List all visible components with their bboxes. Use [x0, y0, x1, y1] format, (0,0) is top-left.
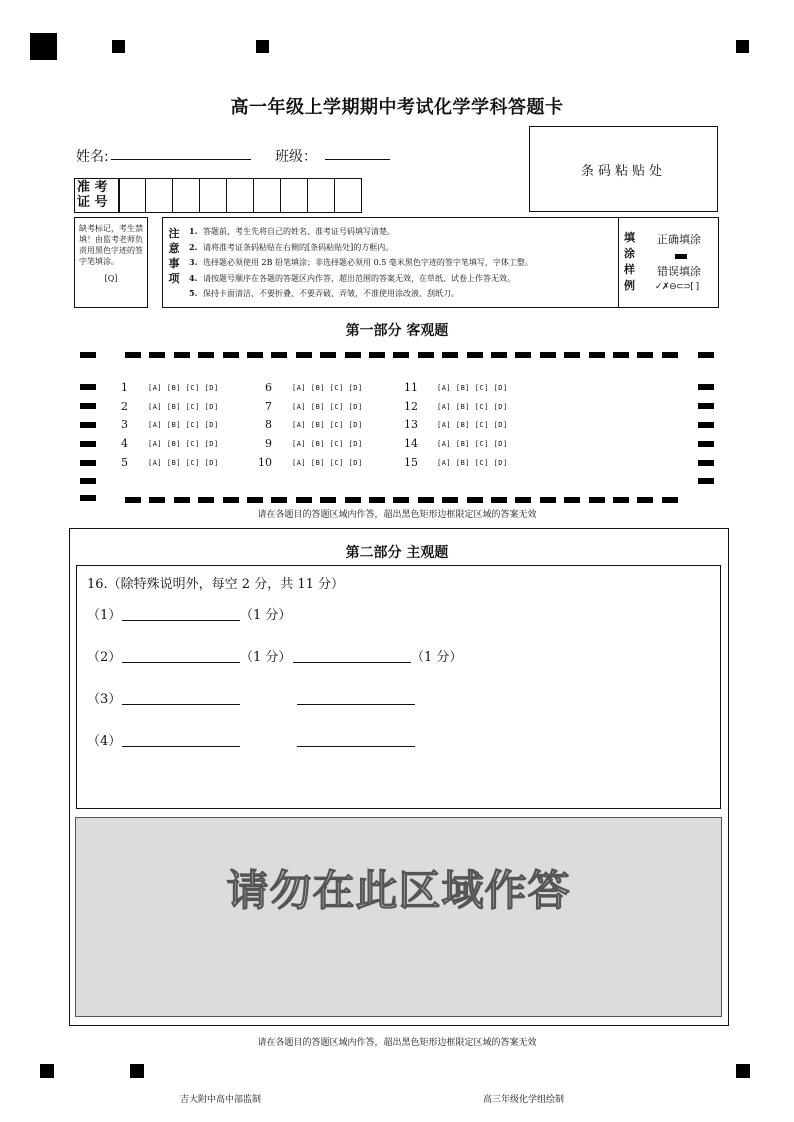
absent-box: [74, 217, 148, 308]
sub2-score-b: （1 分）: [411, 650, 463, 665]
timing-dash: [442, 352, 458, 358]
exam-number-cell[interactable]: [145, 178, 173, 213]
exam-number-cell[interactable]: [226, 178, 254, 213]
sub2-answer-line-a[interactable]: [122, 662, 240, 663]
warning-text-1: 请在各题目的答题区域内作答，超出黑色矩形边框限定区域的答案无效: [257, 510, 537, 520]
name-label: 姓名:: [76, 149, 109, 165]
part1-title: 第一部分 客观题: [345, 323, 449, 339]
timing-mark: [112, 40, 125, 53]
timing-dash: [613, 497, 629, 503]
timing-dash: [662, 352, 678, 358]
answer-options[interactable]: [A] [B] [C] [D]: [292, 384, 363, 392]
sub1-answer-line[interactable]: [122, 620, 240, 621]
sub2-label: （2）: [87, 650, 122, 665]
side-timing-mark: [698, 478, 714, 484]
timing-dash: [589, 497, 605, 503]
name-field[interactable]: [111, 159, 251, 160]
side-timing-mark: [698, 403, 714, 409]
question-16-box: [76, 565, 721, 809]
side-timing-mark: [698, 422, 714, 428]
note-item: [189, 255, 533, 271]
answer-options[interactable]: [A] [B] [C] [D]: [292, 459, 363, 467]
timing-dash: [271, 352, 287, 358]
timing-dash: [345, 497, 361, 503]
question-number: 10: [258, 456, 272, 469]
question-number: 5: [121, 456, 128, 469]
side-timing-mark: [80, 478, 96, 484]
question-number: 4: [121, 437, 128, 450]
timing-dash: [369, 497, 385, 503]
answer-options[interactable]: [A] [B] [C] [D]: [148, 440, 219, 448]
wrong-fill-label: 错误填涂: [657, 265, 701, 278]
note-num: 5.: [189, 288, 198, 298]
note-text: 选择题必须使用 2B 铅笔填涂；非选择题必须用 0.5 毫米黑色字迹的签字笔填写，字体工整。: [203, 258, 533, 267]
timing-dash: [637, 497, 653, 503]
timing-dash: [223, 352, 239, 358]
exam-number-cell[interactable]: [280, 178, 308, 213]
timing-dash: [589, 352, 605, 358]
question-number: 9: [265, 437, 272, 450]
answer-options[interactable]: [A] [B] [C] [D]: [148, 384, 219, 392]
side-timing-mark: [698, 460, 714, 466]
answer-options[interactable]: [A] [B] [C] [D]: [437, 440, 508, 448]
timing-dash: [393, 352, 409, 358]
correct-fill-mark: [675, 254, 687, 259]
timing-dash: [198, 497, 214, 503]
answer-options[interactable]: [A] [B] [C] [D]: [437, 384, 508, 392]
question-number: 15: [404, 456, 418, 469]
question-number: 13: [404, 418, 418, 431]
answer-options[interactable]: [A] [B] [C] [D]: [292, 403, 363, 411]
note-text: 请将准考证条码粘贴在右侧的[条码粘贴处]的方框内。: [203, 242, 394, 252]
correct-fill-label: 正确填涂: [657, 233, 701, 246]
timing-dash: [467, 352, 483, 358]
question-number: 14: [404, 437, 418, 450]
question-number: 8: [265, 418, 272, 431]
timing-dash: [125, 497, 141, 503]
sub3-answer-line-a[interactable]: [122, 704, 240, 705]
exam-number-cell[interactable]: [172, 178, 200, 213]
timing-dash: [662, 497, 678, 503]
timing-dash: [320, 497, 336, 503]
exam-number-cell[interactable]: [253, 178, 281, 213]
sub4-answer-line-b[interactable]: [297, 746, 415, 747]
timing-dash: [515, 352, 531, 358]
exam-number-label-line2: 证 号: [77, 195, 108, 210]
timing-dash: [491, 352, 507, 358]
timing-mark: [256, 40, 269, 53]
sub1-label: （1）: [87, 608, 122, 623]
note-num: 3.: [189, 257, 198, 267]
barcode-area: 条码粘贴处: [529, 126, 718, 212]
side-timing-mark: [80, 495, 96, 501]
timing-mark: [736, 40, 749, 53]
class-field[interactable]: [325, 159, 390, 160]
absent-text: 缺考标记，考生禁填！由监考老师负责用黑色字迹的签字笔填涂。: [79, 224, 143, 266]
timing-mark: [30, 33, 57, 60]
note-item: [189, 240, 533, 256]
sub1-score: （1 分）: [240, 608, 292, 623]
exam-number-cell[interactable]: [334, 178, 362, 213]
timing-dash: [320, 352, 336, 358]
timing-mark: [130, 1064, 144, 1078]
exam-number-label: [74, 178, 120, 213]
answer-options[interactable]: [A] [B] [C] [D]: [148, 403, 219, 411]
timing-dash: [149, 497, 165, 503]
sub3-label: （3）: [87, 692, 122, 707]
timing-dash: [564, 352, 580, 358]
question-number: 7: [265, 400, 272, 413]
timing-dash: [198, 352, 214, 358]
note-num: 1.: [189, 226, 198, 236]
timing-dash: [637, 352, 653, 358]
question-number: 12: [404, 400, 418, 413]
note-num: 4.: [189, 272, 198, 283]
timing-mark: [736, 1064, 750, 1078]
side-timing-mark: [80, 403, 96, 409]
no-answer-text: 请勿在此区域作答: [226, 866, 571, 915]
timing-dash: [515, 497, 531, 503]
side-timing-mark: [80, 460, 96, 466]
answer-options[interactable]: [A] [B] [C] [D]: [148, 459, 219, 467]
question-number: 2: [121, 400, 128, 413]
timing-dash: [613, 352, 629, 358]
question-number: 3: [121, 418, 128, 431]
timing-dash: [149, 352, 165, 358]
fill-sample-box: [618, 217, 719, 308]
note-item: [189, 224, 533, 240]
timing-dash: [223, 497, 239, 503]
no-answer-area: [75, 817, 722, 1017]
question-16-heading: 16.（除特殊说明外，每空 2 分，共 11 分）: [87, 577, 345, 592]
footer-left: 吉大附中高中部监制: [180, 1095, 262, 1105]
question-number: 6: [265, 381, 272, 394]
exam-number-label-line1: 准 考: [77, 180, 108, 195]
timing-dash: [296, 352, 312, 358]
note-item: [189, 271, 533, 287]
sub4-answer-line-a[interactable]: [122, 746, 240, 747]
side-timing-mark: [80, 384, 96, 390]
sub2-answer-line-b[interactable]: [293, 662, 411, 663]
notes-box: [162, 217, 619, 308]
question-number: 11: [404, 381, 418, 394]
timing-dash: [80, 352, 96, 358]
timing-dash: [247, 497, 263, 503]
timing-dash: [540, 352, 556, 358]
timing-dash: [247, 352, 263, 358]
exam-number-cells: [119, 178, 362, 213]
timing-dash: [491, 497, 507, 503]
timing-dash: [418, 497, 434, 503]
timing-dash: [564, 497, 580, 503]
answer-options[interactable]: [A] [B] [C] [D]: [292, 421, 363, 429]
timing-dash: [369, 352, 385, 358]
side-timing-mark: [698, 441, 714, 447]
exam-number-cell[interactable]: [118, 178, 146, 213]
exam-number-cell[interactable]: [307, 178, 335, 213]
timing-dash: [125, 352, 141, 358]
answer-options[interactable]: [A] [B] [C] [D]: [148, 421, 219, 429]
exam-number-cell[interactable]: [199, 178, 227, 213]
timing-dash: [296, 497, 312, 503]
timing-dash: [345, 352, 361, 358]
answer-options[interactable]: [A] [B] [C] [D]: [437, 403, 508, 411]
notes-list: [189, 224, 533, 302]
timing-dash: [698, 352, 714, 358]
timing-dash: [271, 497, 287, 503]
absent-mark[interactable]: [Q]: [104, 274, 118, 283]
side-timing-mark: [80, 441, 96, 447]
answer-options[interactable]: [A] [B] [C] [D]: [437, 421, 508, 429]
answer-options[interactable]: [A] [B] [C] [D]: [292, 440, 363, 448]
timing-dash: [393, 497, 409, 503]
fill-sample-heading: 填涂样例: [624, 231, 635, 292]
sub2-score-a: （1 分）: [240, 650, 292, 665]
part2-title: 第二部分 主观题: [345, 545, 449, 561]
answer-options[interactable]: [A] [B] [C] [D]: [437, 459, 508, 467]
note-item: [189, 286, 533, 302]
side-timing-mark: [698, 384, 714, 390]
timing-dash: [442, 497, 458, 503]
question-number: 1: [121, 381, 128, 394]
note-text: 保持卡面清洁，不要折叠、不要弄破、弄皱，不准使用涂改液、刮纸刀。: [203, 289, 459, 298]
side-timing-mark: [80, 422, 96, 428]
warning-text-2: 请在各题目的答题区域内作答，超出黑色矩形边框限定区域的答案无效: [257, 1038, 537, 1048]
timing-dash: [174, 352, 190, 358]
timing-dash: [467, 497, 483, 503]
sub4-label: （4）: [87, 734, 122, 749]
page-title: 高一年级上学期期中考试化学学科答题卡: [230, 97, 564, 118]
footer-right: 高三年级化学组绘制: [483, 1095, 565, 1105]
sub3-answer-line-b[interactable]: [297, 704, 415, 705]
timing-dash: [418, 352, 434, 358]
class-label: 班级：: [275, 149, 317, 165]
notes-heading: 注意事项: [168, 227, 180, 285]
note-num: 2.: [189, 241, 198, 252]
note-text: 请按题号顺序在各题的答题区内作答，超出范围的答案无效，在草纸、试卷上作答无效。: [203, 273, 515, 283]
note-text: 答题前，考生先将自己的姓名、准考证号码填写清楚。: [203, 227, 395, 236]
timing-dash: [540, 497, 556, 503]
timing-mark: [40, 1064, 54, 1078]
timing-dash: [174, 497, 190, 503]
wrong-fill-marks: ✓✗⊖⊂⊃[ ]: [655, 282, 699, 292]
